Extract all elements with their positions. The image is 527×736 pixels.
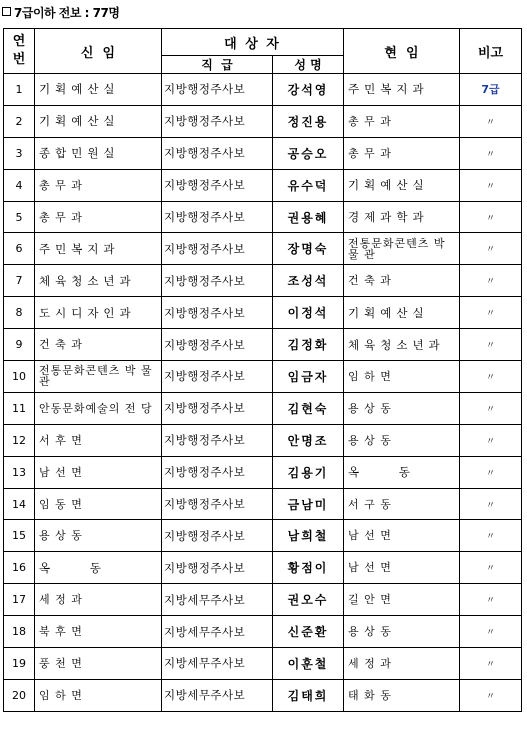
row-new-post: 풍 천 면 [35,648,162,680]
row-grade: 지방세무주사보 [162,679,273,711]
row-no: 17 [4,584,35,616]
header-name: 성 명 [273,56,344,74]
row-new-post: 세 정 과 [35,584,162,616]
row-name: 김정화 [273,329,344,361]
header-no: 연 번 [4,29,35,74]
row-grade: 지방행정주사보 [162,233,273,265]
row-new-post: 임 하 면 [35,679,162,711]
row-grade: 지방행정주사보 [162,552,273,584]
row-new-post: 주민복지과 [35,233,162,265]
row-no: 13 [4,456,35,488]
row-note: 〃 [460,679,522,711]
row-grade: 지방행정주사보 [162,201,273,233]
row-no: 20 [4,679,35,711]
row-new-post: 총 무 과 [35,169,162,201]
table-row [4,265,522,297]
row-name: 이훈철 [273,648,344,680]
row-grade: 지방행정주사보 [162,456,273,488]
row-name: 이정석 [273,297,344,329]
table-row [4,679,522,711]
row-no: 7 [4,265,35,297]
row-current-post: 옥 동 [344,456,460,488]
row-note: 〃 [460,297,522,329]
row-new-post: 기획예산실 [35,105,162,137]
row-new-post: 북 후 면 [35,616,162,648]
row-note: 〃 [460,456,522,488]
row-no: 14 [4,488,35,520]
row-current-post: 건 축 과 [344,265,460,297]
row-note: 〃 [460,648,522,680]
transfer-table [3,28,522,712]
table-row [4,616,522,648]
row-note: 〃 [460,616,522,648]
row-name: 안명조 [273,424,344,456]
row-no: 8 [4,297,35,329]
row-new-post: 종합민원실 [35,137,162,169]
row-new-post: 용 상 동 [35,520,162,552]
row-current-post: 총 무 과 [344,105,460,137]
row-no: 19 [4,648,35,680]
row-name: 강석영 [273,74,344,106]
row-current-post: 길 안 면 [344,584,460,616]
table-row [4,648,522,680]
table-body [4,74,522,712]
row-name: 금남미 [273,488,344,520]
row-new-post: 서 후 면 [35,424,162,456]
row-name: 김현숙 [273,392,344,424]
row-note: 〃 [460,392,522,424]
row-grade: 지방행정주사보 [162,74,273,106]
row-grade: 지방행정주사보 [162,488,273,520]
row-name: 장명숙 [273,233,344,265]
table-row [4,329,522,361]
row-current-post: 용 상 동 [344,392,460,424]
table-row [4,520,522,552]
row-current-post: 기획예산실 [344,297,460,329]
row-grade: 지방행정주사보 [162,424,273,456]
table-row [4,456,522,488]
row-grade: 지방행정주사보 [162,105,273,137]
row-current-post: 남 선 면 [344,552,460,584]
row-new-post: 남 선 면 [35,456,162,488]
table-row [4,424,522,456]
row-note: 〃 [460,584,522,616]
table-row [4,74,522,106]
row-current-post: 남 선 면 [344,520,460,552]
row-grade: 지방행정주사보 [162,297,273,329]
row-no: 16 [4,552,35,584]
row-current-post: 세 정 과 [344,648,460,680]
row-new-post: 전통문화콘텐츠 박 물 관 [35,361,162,393]
table-row [4,584,522,616]
row-current-post: 서 구 동 [344,488,460,520]
row-no: 10 [4,361,35,393]
row-note: 〃 [460,424,522,456]
row-name: 정진용 [273,105,344,137]
row-grade: 지방행정주사보 [162,329,273,361]
row-current-post: 기획예산실 [344,169,460,201]
row-note: 〃 [460,265,522,297]
row-new-post: 총 무 과 [35,201,162,233]
row-grade: 지방행정주사보 [162,265,273,297]
row-current-post: 경제과학과 [344,201,460,233]
table-row [4,552,522,584]
row-new-post: 옥 동 [35,552,162,584]
row-no: 2 [4,105,35,137]
row-current-post: 주민복지과 [344,74,460,106]
page-title [2,4,119,22]
row-grade: 지방행정주사보 [162,361,273,393]
row-grade: 지방세무주사보 [162,616,273,648]
row-current-post: 태 화 동 [344,679,460,711]
row-note: 〃 [460,329,522,361]
row-current-post: 전통문화콘텐츠 박 물 관 [344,233,460,265]
checkbox-square-icon [2,7,11,16]
row-new-post: 임 동 면 [35,488,162,520]
row-note: 〃 [460,169,522,201]
table-row [4,105,522,137]
table-row [4,137,522,169]
row-current-post: 체육청소년과 [344,329,460,361]
row-grade: 지방세무주사보 [162,584,273,616]
row-new-post: 안동문화예술의 전 당 [35,392,162,424]
table-row [4,169,522,201]
row-note: 〃 [460,488,522,520]
header-target: 대 상 자 [162,29,344,56]
row-note: 〃 [460,105,522,137]
row-grade: 지방행정주사보 [162,392,273,424]
row-name: 임금자 [273,361,344,393]
row-name: 권용혜 [273,201,344,233]
header-grade: 직 급 [162,56,273,74]
row-no: 15 [4,520,35,552]
table-row [4,361,522,393]
row-new-post: 도시디자인과 [35,297,162,329]
row-no: 12 [4,424,35,456]
row-note: 〃 [460,520,522,552]
row-name: 조성석 [273,265,344,297]
row-note: 〃 [460,552,522,584]
row-current-post: 총 무 과 [344,137,460,169]
row-no: 9 [4,329,35,361]
table-row [4,488,522,520]
row-name: 권오수 [273,584,344,616]
row-no: 5 [4,201,35,233]
row-name: 김용기 [273,456,344,488]
row-current-post: 용 상 동 [344,616,460,648]
row-new-post: 체육청소년과 [35,265,162,297]
header-new-post: 신 임 [35,29,162,74]
row-new-post: 기획예산실 [35,74,162,106]
table-row [4,201,522,233]
row-no: 18 [4,616,35,648]
row-note: 7급 [460,74,522,106]
row-no: 1 [4,74,35,106]
row-grade: 지방세무주사보 [162,648,273,680]
row-no: 11 [4,392,35,424]
header-note: 비고 [460,29,522,74]
title-text: 7급이하 전보 : 77명 [14,6,120,20]
table-row [4,392,522,424]
row-name: 남희철 [273,520,344,552]
row-new-post: 건 축 과 [35,329,162,361]
header-current-post: 현 임 [344,29,460,74]
row-name: 공승오 [273,137,344,169]
table-row [4,233,522,265]
row-name: 신준환 [273,616,344,648]
row-no: 6 [4,233,35,265]
row-grade: 지방행정주사보 [162,520,273,552]
row-grade: 지방행정주사보 [162,169,273,201]
row-current-post: 임 하 면 [344,361,460,393]
row-note: 〃 [460,233,522,265]
row-name: 유수덕 [273,169,344,201]
row-name: 김태희 [273,679,344,711]
row-note: 〃 [460,361,522,393]
row-no: 4 [4,169,35,201]
row-no: 3 [4,137,35,169]
row-grade: 지방행정주사보 [162,137,273,169]
row-note: 〃 [460,201,522,233]
table-row [4,297,522,329]
row-name: 황점이 [273,552,344,584]
row-current-post: 용 상 동 [344,424,460,456]
row-note: 〃 [460,137,522,169]
